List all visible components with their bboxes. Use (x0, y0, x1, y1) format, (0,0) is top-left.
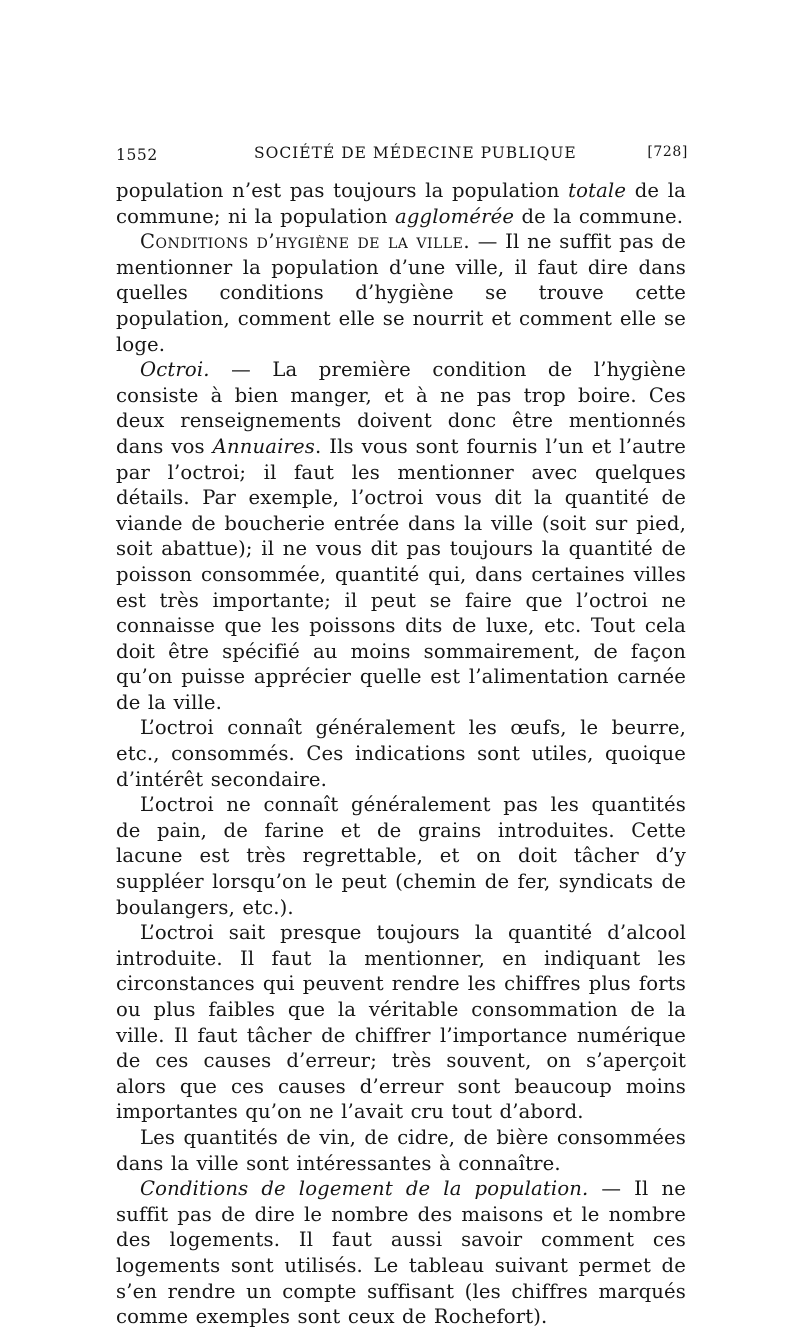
paragraph-oeufs: L’octroi connaît généralement les œufs, le beurre, etc., consommés. Ces indications sont utiles, quoique d’intérêt secondaire. (116, 716, 686, 791)
italic-term: totale (568, 179, 627, 202)
section-heading: Conditions d’hygiène de la ville. (140, 230, 471, 254)
paragraph-vin: Les quantités de vin, de cidre, de bière consommées dans la ville sont intéressantes à connaître. (116, 1125, 686, 1175)
page-number: 1552 (116, 146, 158, 164)
section-heading: Conditions de logement de la population. (140, 1177, 589, 1201)
section-heading: Octroi. (140, 358, 210, 382)
paragraph-hygiene (116, 229, 686, 357)
text-run: de la commune; ni la population (116, 179, 686, 228)
text-run: — Il ne suffit pas de mentionner la population d’une ville, il faut dire dans quelles conditions d’hygiène se trouve cette population, comment elle se nourrit et comment elle se loge. (116, 230, 686, 356)
text-run: de la commune. (514, 204, 684, 228)
paragraph-octroi (116, 357, 686, 715)
paragraph-alcool: L’octroi sait presque toujours la quantité d’alcool introduite. Il faut la mentionner, en indiquant les circonstances qui peuvent rendre les chiffres plus forts ou plus faibles que la véritable consommation de la ville. Il faut tâcher de chiffrer l’importance numérique de ces causes d’erreur; très souvent, on s’aperçoit alors que ces causes d’erreur sont beaucoup moins importantes qu’on ne l’avait cru tout d’abord. (116, 921, 686, 1124)
text-run: — La première condition de l’hygiène consiste à bien manger, et à ne pas trop boire. Ces deux renseignements doivent donc être mentionnés dans vos (116, 358, 686, 458)
text-run: . Ils vous sont fournis l’un et l’autre par l’octroi; il faut les mentionner avec quelques détails. Par exemple, l’octroi vous dit la quantité de viande de boucherie entrée dans la ville (soit sur pied, soit abattue); il ne vous dit pas toujours la quantité de poisson consommée, quantité qui, dans certaines villes est très importante; il peut se faire que l’octroi ne connaisse que les poissons dits de luxe, etc. Tout cela doit être spécifié au moins sommairement, de façon qu’on puisse apprécier quelle est l’alimentation carnée de la ville. (116, 434, 686, 714)
italic-term: Annuaires (212, 434, 315, 458)
paragraph-population (116, 178, 686, 229)
text-run: population n’est pas toujours la population (116, 179, 569, 202)
running-header (116, 140, 686, 170)
bracket-reference: [728] (647, 144, 688, 160)
body-text (116, 178, 686, 1330)
book-page (116, 140, 686, 1330)
running-title: SOCIÉTÉ DE MÉDECINE PUBLIQUE (254, 144, 577, 162)
text-run: — Il ne suffit pas de dire le nombre des maisons et le nombre des logements. Il faut aussi savoir comment ces logements sont utilisés. Le tableau suivant permet de s’en rendre un compte suffisant (les chiffres marqués comme exemples sont ceux de Rochefort). (116, 1177, 686, 1329)
italic-term: agglomérée (395, 204, 515, 228)
paragraph-pain: L’octroi ne connaît généralement pas les quantités de pain, de farine et de grains introduites. Cette lacune est très regrettable, et on doit tâcher d’y suppléer lorsqu’on le peut (chemin de fer, syndicats de boulangers, etc.). (116, 793, 686, 919)
paragraph-logement (116, 1176, 686, 1330)
